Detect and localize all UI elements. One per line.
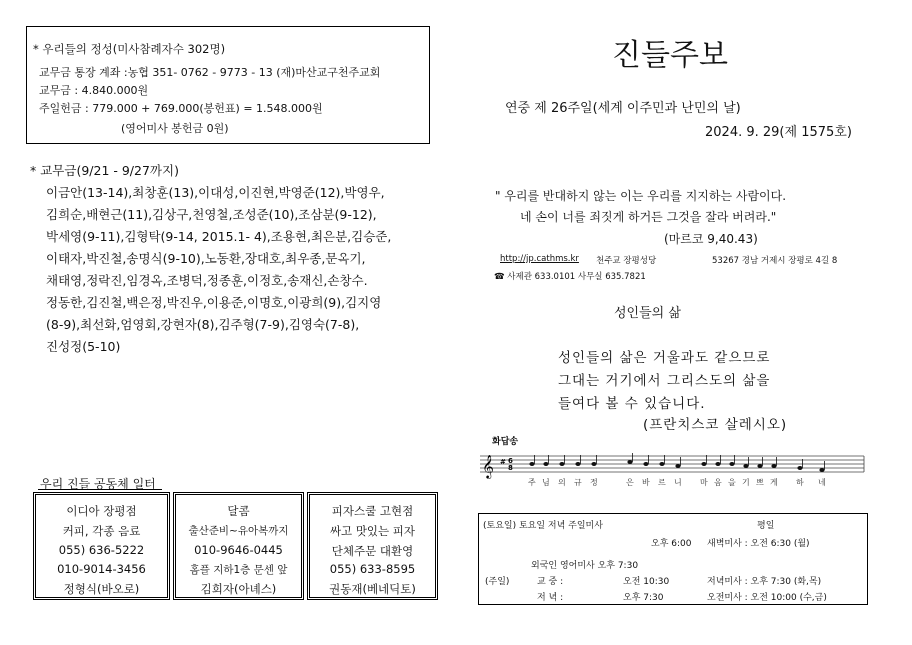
hymn-lyric: 르 [658, 478, 666, 487]
dues-line: 채태영,정락진,임경옥,조병덕,정종훈,이정호,송재신,손창수. [46, 273, 368, 288]
hymn-note [729, 462, 734, 466]
hymn-note [529, 462, 534, 466]
saints-author: (프란치스코 살레시오) [643, 417, 788, 433]
hymn-lyric: 네 [818, 478, 826, 487]
shop-card [33, 492, 170, 600]
hymn-note [797, 466, 802, 470]
hymn-lyric: 기 [742, 478, 750, 487]
school-mass-label: 교 중 : [537, 577, 564, 587]
saints-line-1: 성인들의 삶은 거울과도 같으므로 [558, 350, 771, 366]
liturgy-sunday: 연중 제 26주일(세계 이주민과 난민의 날) [505, 101, 741, 116]
dues-payers-heading: * 교무금(9/21 - 9/27까지) [30, 163, 179, 178]
shop-phone: 010-9646-0445 [194, 543, 283, 557]
hymn-lyric: 게 [770, 478, 778, 487]
account-info: 교무금 통장 계좌 :농협 351- 0762 - 9773 - 13 (재)마산교구천주교회 [39, 66, 381, 79]
shop-phone: 055) 633-8595 [329, 562, 416, 576]
hymn-note [771, 464, 776, 468]
saturday-mass-label: (토요일) 토요일 저녁 주일미사 [483, 521, 603, 531]
hymn-note [543, 462, 548, 466]
hymn-note [643, 462, 648, 466]
hymn-note [743, 464, 748, 468]
hymn-lyric: 바 [642, 478, 650, 487]
hymn-lyric: 의 [558, 478, 566, 487]
hymn-lyric: 음 [714, 478, 722, 487]
hymn-note [675, 464, 680, 468]
dues-line: 이금안(13-14),최창훈(13),이대성,이진현,박영준(12),박영우, [46, 185, 385, 200]
hymn-lyric: 하 [796, 478, 804, 487]
hymn-lyric: 규 [574, 478, 582, 487]
svg-text:#: # [500, 458, 506, 466]
shop-card [173, 492, 304, 600]
hymn-note [627, 460, 632, 464]
weekday-label: 평일 [757, 521, 775, 531]
saints-line-2: 그대는 거기에서 그리스도의 삶을 [558, 373, 771, 389]
bulletin-title: 진들주보 [612, 38, 728, 73]
parish-phone: ☎ 사제관 633.0101 사무실 635.7821 [494, 272, 646, 282]
shop-name: 달콤 [227, 504, 250, 518]
dues-line: 이태자,박진철,송명식(9-10),노동환,장대호,최우종,문옥기, [46, 251, 366, 266]
hymn-note [819, 468, 824, 472]
hymn-note [591, 462, 596, 466]
parish-address: 53267 경남 거제시 장평로 4길 8 [712, 256, 838, 266]
foreign-mass: 외국인 영어미사 오후 7:30 [531, 561, 639, 571]
shop-name: 피자스쿨 고현점 [331, 504, 414, 518]
hymn-note [715, 462, 720, 466]
hymn-note [575, 462, 580, 466]
parish-name: 천주교 장평성당 [596, 256, 657, 266]
hymn-lyric: 정 [590, 478, 598, 487]
shop-location: 홈플 지하1층 문센 앞 [189, 564, 288, 576]
saints-line-3: 들여다 볼 수 있습니다. [558, 396, 706, 412]
shop-owner: 김희자(아녜스) [200, 582, 277, 596]
dues-total: 교무금 : 4.840.000원 [39, 84, 149, 97]
shop-phone: 055) 636-5222 [58, 543, 145, 557]
dues-line: 박세영(9-11),김형탁(9-14, 2015.1- 4),조용현,최은분,김승준, [46, 229, 392, 244]
hymn-lyric: 님 [542, 478, 550, 487]
hymn-lyric: 은 [626, 478, 634, 487]
scripture-line-1: " 우리를 반대하지 않는 이는 우리를 지지하는 사람이다. [495, 189, 787, 203]
shop-desc: 단체주문 대환영 [331, 544, 414, 558]
evening-mass-time: 오후 7:30 [623, 593, 664, 603]
hymn-note [659, 462, 664, 466]
shop-name: 이디아 장평점 [66, 504, 137, 518]
hymn-lyric: 주 [528, 478, 536, 487]
morning-weekday-mass: 오전미사 : 오전 10:00 (수,금) [707, 593, 827, 603]
dawn-mass: 새벽미사 : 오전 6:30 (월) [707, 539, 810, 549]
mass-times-box [478, 513, 868, 605]
scripture-citation: (마르코 9,40.43) [664, 232, 758, 246]
offering-box [26, 26, 430, 144]
hymn-note [559, 462, 564, 466]
svg-text:6: 6 [508, 457, 513, 465]
sunday-offering: 주일헌금 : 779.000 + 769.000(봉헌표) = 1.548.000원 [39, 102, 323, 115]
shop-phone: 010-9014-3456 [57, 562, 146, 576]
community-jobs-heading: 우리 진들 공동체 일터 [40, 477, 156, 491]
saturday-mass-time: 오후 6:00 [651, 539, 692, 549]
shop-desc: 싸고 맛있는 피자 [329, 524, 416, 538]
scripture-line-2: 네 손이 너를 죄짓게 하거든 그것을 잘라 버려라." [520, 210, 777, 224]
saints-heading: 성인들의 삶 [614, 306, 681, 321]
dues-line: (8-9),최선화,엄영회,강현자(8),김주형(7-9),김영숙(7-8), [46, 317, 360, 332]
hymn-lyric: 마 [700, 478, 708, 487]
hymn-note [701, 462, 706, 466]
shop-owner: 정형식(바오로) [63, 582, 140, 596]
heading-underline [38, 489, 162, 490]
shop-owner: 권동재(베네딕토) [329, 582, 416, 596]
hymn-lyric: 니 [674, 478, 682, 487]
parish-url[interactable]: http://jp.cathms.kr [500, 254, 579, 264]
school-mass-time: 오전 10:30 [623, 577, 670, 587]
hymn-lyric: 쁘 [756, 478, 764, 487]
hymn-label: 화답송 [492, 437, 519, 447]
hymn-lyric: 을 [728, 478, 736, 487]
issue-date: 2024. 9. 29(제 1575호) [705, 125, 852, 140]
evening-mass-label: 저 녁 : [537, 593, 564, 603]
shop-desc: 출산준비~유아복까지 [188, 525, 289, 537]
sunday-label: (주일) [485, 577, 510, 587]
offering-heading: * 우리들의 정성(미사참례자수 302명) [33, 42, 226, 56]
hymn-note [757, 464, 762, 468]
evening-weekday-mass: 저녁미사 : 오후 7:30 (화,목) [707, 577, 822, 587]
dues-line: 정동한,김진철,백은정,박진우,이용준,이명호,이광희(9),김지영 [46, 295, 382, 310]
shop-desc: 커피, 각종 음료 [62, 524, 141, 538]
english-mass-offering: (영어미사 봉헌금 0원) [121, 122, 229, 135]
shop-card [307, 492, 438, 600]
dues-line: 진성정(5-10) [46, 339, 121, 354]
dues-line: 김희순,배현근(11),김상구,천영철,조성준(10),조삼분(9-12), [46, 207, 377, 222]
treble-clef-icon: 𝄞 [482, 454, 494, 478]
svg-text:8: 8 [508, 464, 513, 472]
